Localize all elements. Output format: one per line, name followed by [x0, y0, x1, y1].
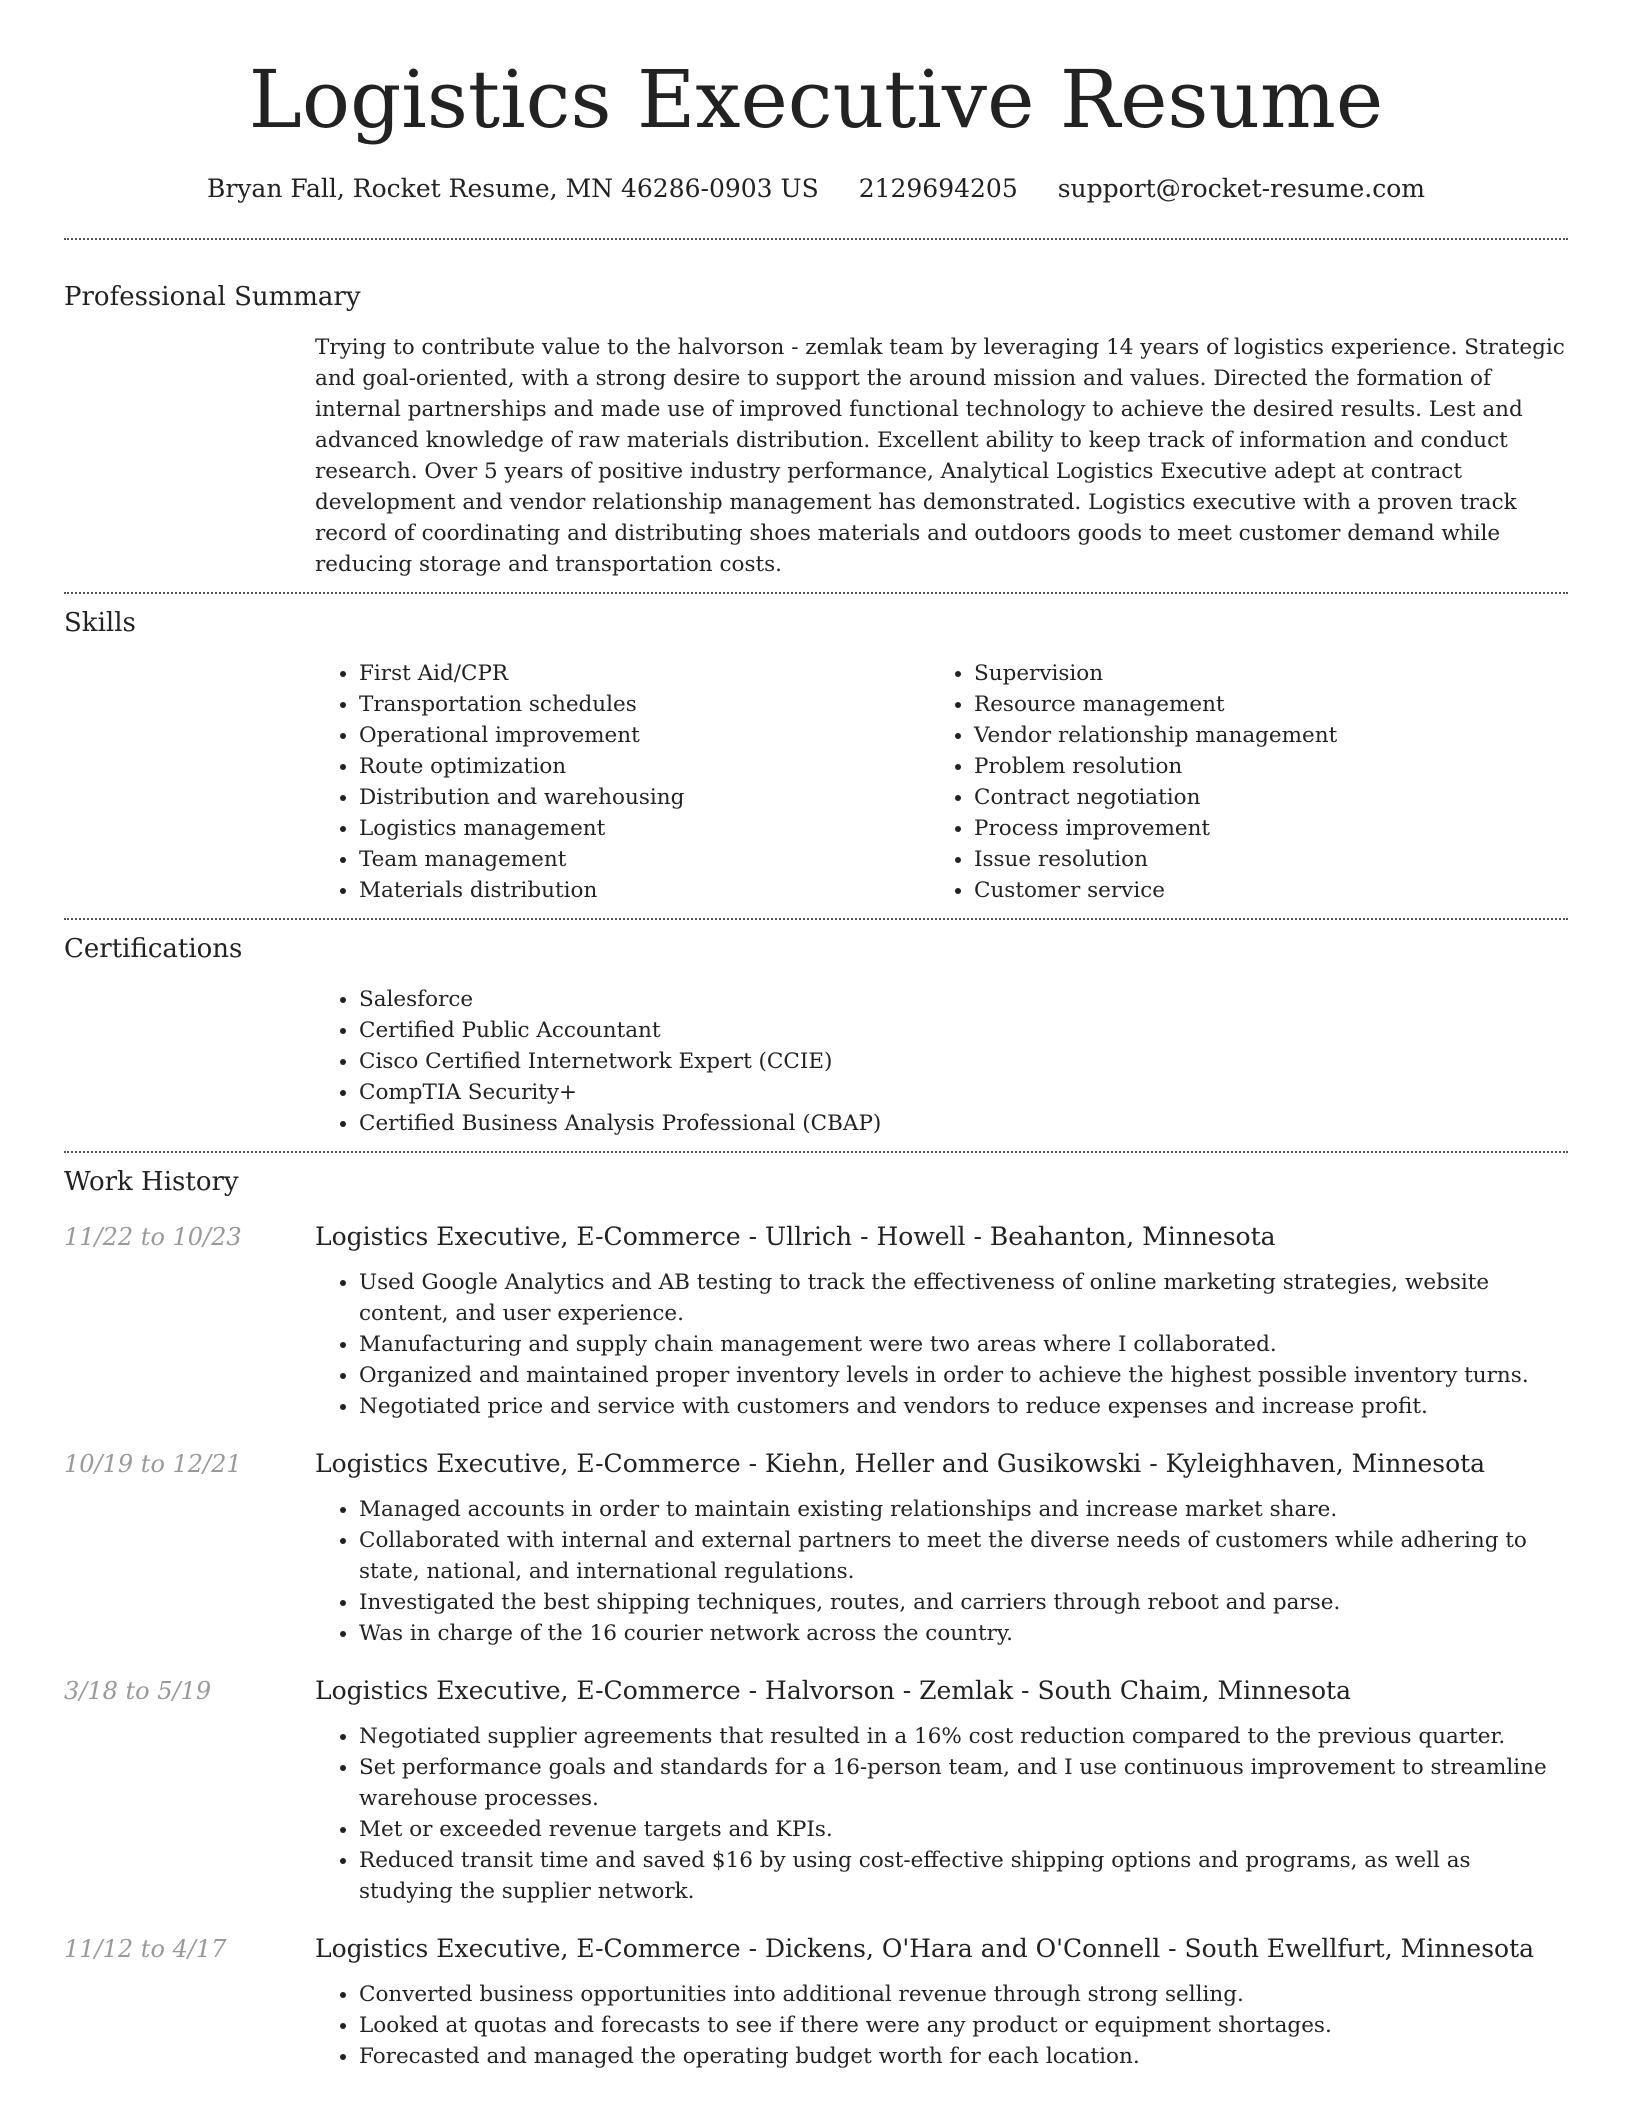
contact-phone: 2129694205 — [858, 174, 1018, 203]
skill-item: • Transportation schedules — [359, 689, 930, 720]
divider — [64, 592, 1568, 594]
job-title: Logistics Executive, E-Commerce - Halvorson - Zemlak - South Chaim, Minnesota — [315, 1676, 1351, 1705]
skills-section — [64, 606, 1568, 918]
divider — [64, 1151, 1568, 1153]
job-body — [315, 1448, 1568, 1649]
work-history-section — [64, 1165, 1568, 2072]
job-body — [315, 1675, 1568, 1907]
job-bullet: • Organized and maintained proper inventory levels in order to achieve the highest possible inventory turns. — [359, 1360, 1568, 1391]
job-entry — [64, 1221, 1568, 1422]
job-entry — [64, 1675, 1568, 1907]
skill-item: • Route optimization — [359, 751, 930, 782]
job-entry — [64, 1448, 1568, 1649]
job-bullet: • Investigated the best shipping techniques, routes, and carriers through reboot and parse. — [359, 1587, 1568, 1618]
skill-item: • Logistics management — [359, 813, 930, 844]
job-date: 3/18 to 5/19 — [64, 1677, 212, 1705]
skill-item: • Issue resolution — [974, 844, 1545, 875]
job-bullet: • Managed accounts in order to maintain existing relationships and increase market share. — [359, 1494, 1568, 1525]
divider — [64, 918, 1568, 920]
skills-heading: Skills — [64, 608, 136, 638]
skill-item: • Process improvement — [974, 813, 1545, 844]
job-date: 10/19 to 12/21 — [64, 1450, 242, 1478]
summary-heading: Professional Summary — [64, 282, 361, 312]
skill-item: • Distribution and warehousing — [359, 782, 930, 813]
skill-item: • Supervision — [974, 658, 1545, 689]
job-entry — [64, 1933, 1568, 2072]
certification-item: • Certified Public Accountant — [359, 1015, 1568, 1046]
job-date: 11/12 to 4/17 — [64, 1935, 227, 1963]
job-bullet: • Looked at quotas and forecasts to see if there were any product or equipment shortages. — [359, 2010, 1568, 2041]
skill-item: • Vendor relationship management — [974, 720, 1545, 751]
skill-item: • Team management — [359, 844, 930, 875]
skill-item: • Contract negotiation — [974, 782, 1545, 813]
job-bullet: • Set performance goals and standards for a 16-person team, and I use continuous improvement to streamline warehouse processes. — [359, 1752, 1568, 1814]
certifications-section — [64, 932, 1568, 1151]
job-title: Logistics Executive, E-Commerce - Ullrich - Howell - Beahanton, Minnesota — [315, 1222, 1276, 1251]
skill-item: • Resource management — [974, 689, 1545, 720]
job-bullet: • Met or exceeded revenue targets and KPIs. — [359, 1814, 1568, 1845]
job-body — [315, 1933, 1568, 2072]
divider — [64, 238, 1568, 240]
certification-item: • Certified Business Analysis Professional (CBAP) — [359, 1108, 1568, 1139]
certification-item: • Salesforce — [359, 984, 1568, 1015]
job-title: Logistics Executive, E-Commerce - Dickens, O'Hara and O'Connell - South Ewellfurt, Minnesota — [315, 1934, 1535, 1963]
summary-section — [64, 280, 1568, 592]
job-bullet: • Converted business opportunities into additional revenue through strong selling. — [359, 1979, 1568, 2010]
skills-columns — [315, 658, 1568, 918]
job-bullet: • Negotiated supplier agreements that resulted in a 16% cost reduction compared to the previous quarter. — [359, 1721, 1568, 1752]
job-body — [315, 1221, 1568, 1422]
skill-item: • First Aid/CPR — [359, 658, 930, 689]
job-bullet: • Forecasted and managed the operating budget worth for each location. — [359, 2041, 1568, 2072]
job-bullet: • Reduced transit time and saved $16 by using cost-effective shipping options and programs, as well as studying the supplier network. — [359, 1845, 1568, 1907]
skill-item: • Materials distribution — [359, 875, 930, 906]
certification-item: • CompTIA Security+ — [359, 1077, 1568, 1108]
job-bullet: • Was in charge of the 16 courier network across the country. — [359, 1618, 1568, 1649]
contact-email: support@rocket-resume.com — [1057, 174, 1426, 203]
certification-item: • Cisco Certified Internetwork Expert (CCIE) — [359, 1046, 1568, 1077]
skills-column-right — [930, 658, 1545, 906]
job-bullet: • Manufacturing and supply chain management were two areas where I collaborated. — [359, 1329, 1568, 1360]
job-bullet: • Used Google Analytics and AB testing to track the effectiveness of online marketing strategies, website content, and user experience. — [359, 1267, 1568, 1329]
certifications-heading: Certifications — [64, 934, 243, 964]
skill-item: • Problem resolution — [974, 751, 1545, 782]
contact-address: Bryan Fall, Rocket Resume, MN 46286-0903 US — [206, 174, 819, 203]
skill-item: • Operational improvement — [359, 720, 930, 751]
summary-text: Trying to contribute value to the halvorson - zemlak team by leveraging 14 years of logistics experience. Strategic and goal-oriented, with a strong desire to support the around mission and values. Directed the formation of internal partnerships and made use of improved functional technology to achieve the desired results. Lest and advanced knowledge of raw materials distribution. Excellent ability to keep track of information and conduct research. Over 5 years of positive industry performance, Analytical Logistics Executive adept at contract development and vendor relationship management has demonstrated. Logistics executive with a proven track record of coordinating and distributing shoes materials and outdoors goods to meet customer demand while reducing storage and transportation costs. — [315, 335, 1565, 577]
job-date: 11/22 to 10/23 — [64, 1223, 242, 1251]
contact-line — [64, 172, 1568, 206]
skills-column-left — [315, 658, 930, 906]
work-history-heading: Work History — [64, 1167, 239, 1197]
job-bullet: • Collaborated with internal and external partners to meet the diverse needs of customers while adhering to state, national, and international regulations. — [359, 1525, 1568, 1587]
skill-item: • Customer service — [974, 875, 1545, 906]
certifications-list — [315, 984, 1568, 1151]
resume-title: Logistics Executive Resume — [248, 53, 1384, 146]
job-bullet: • Negotiated price and service with customers and vendors to reduce expenses and increase profit. — [359, 1391, 1568, 1422]
job-title: Logistics Executive, E-Commerce - Kiehn, Heller and Gusikowski - Kyleighhaven, Minnesota — [315, 1449, 1486, 1478]
